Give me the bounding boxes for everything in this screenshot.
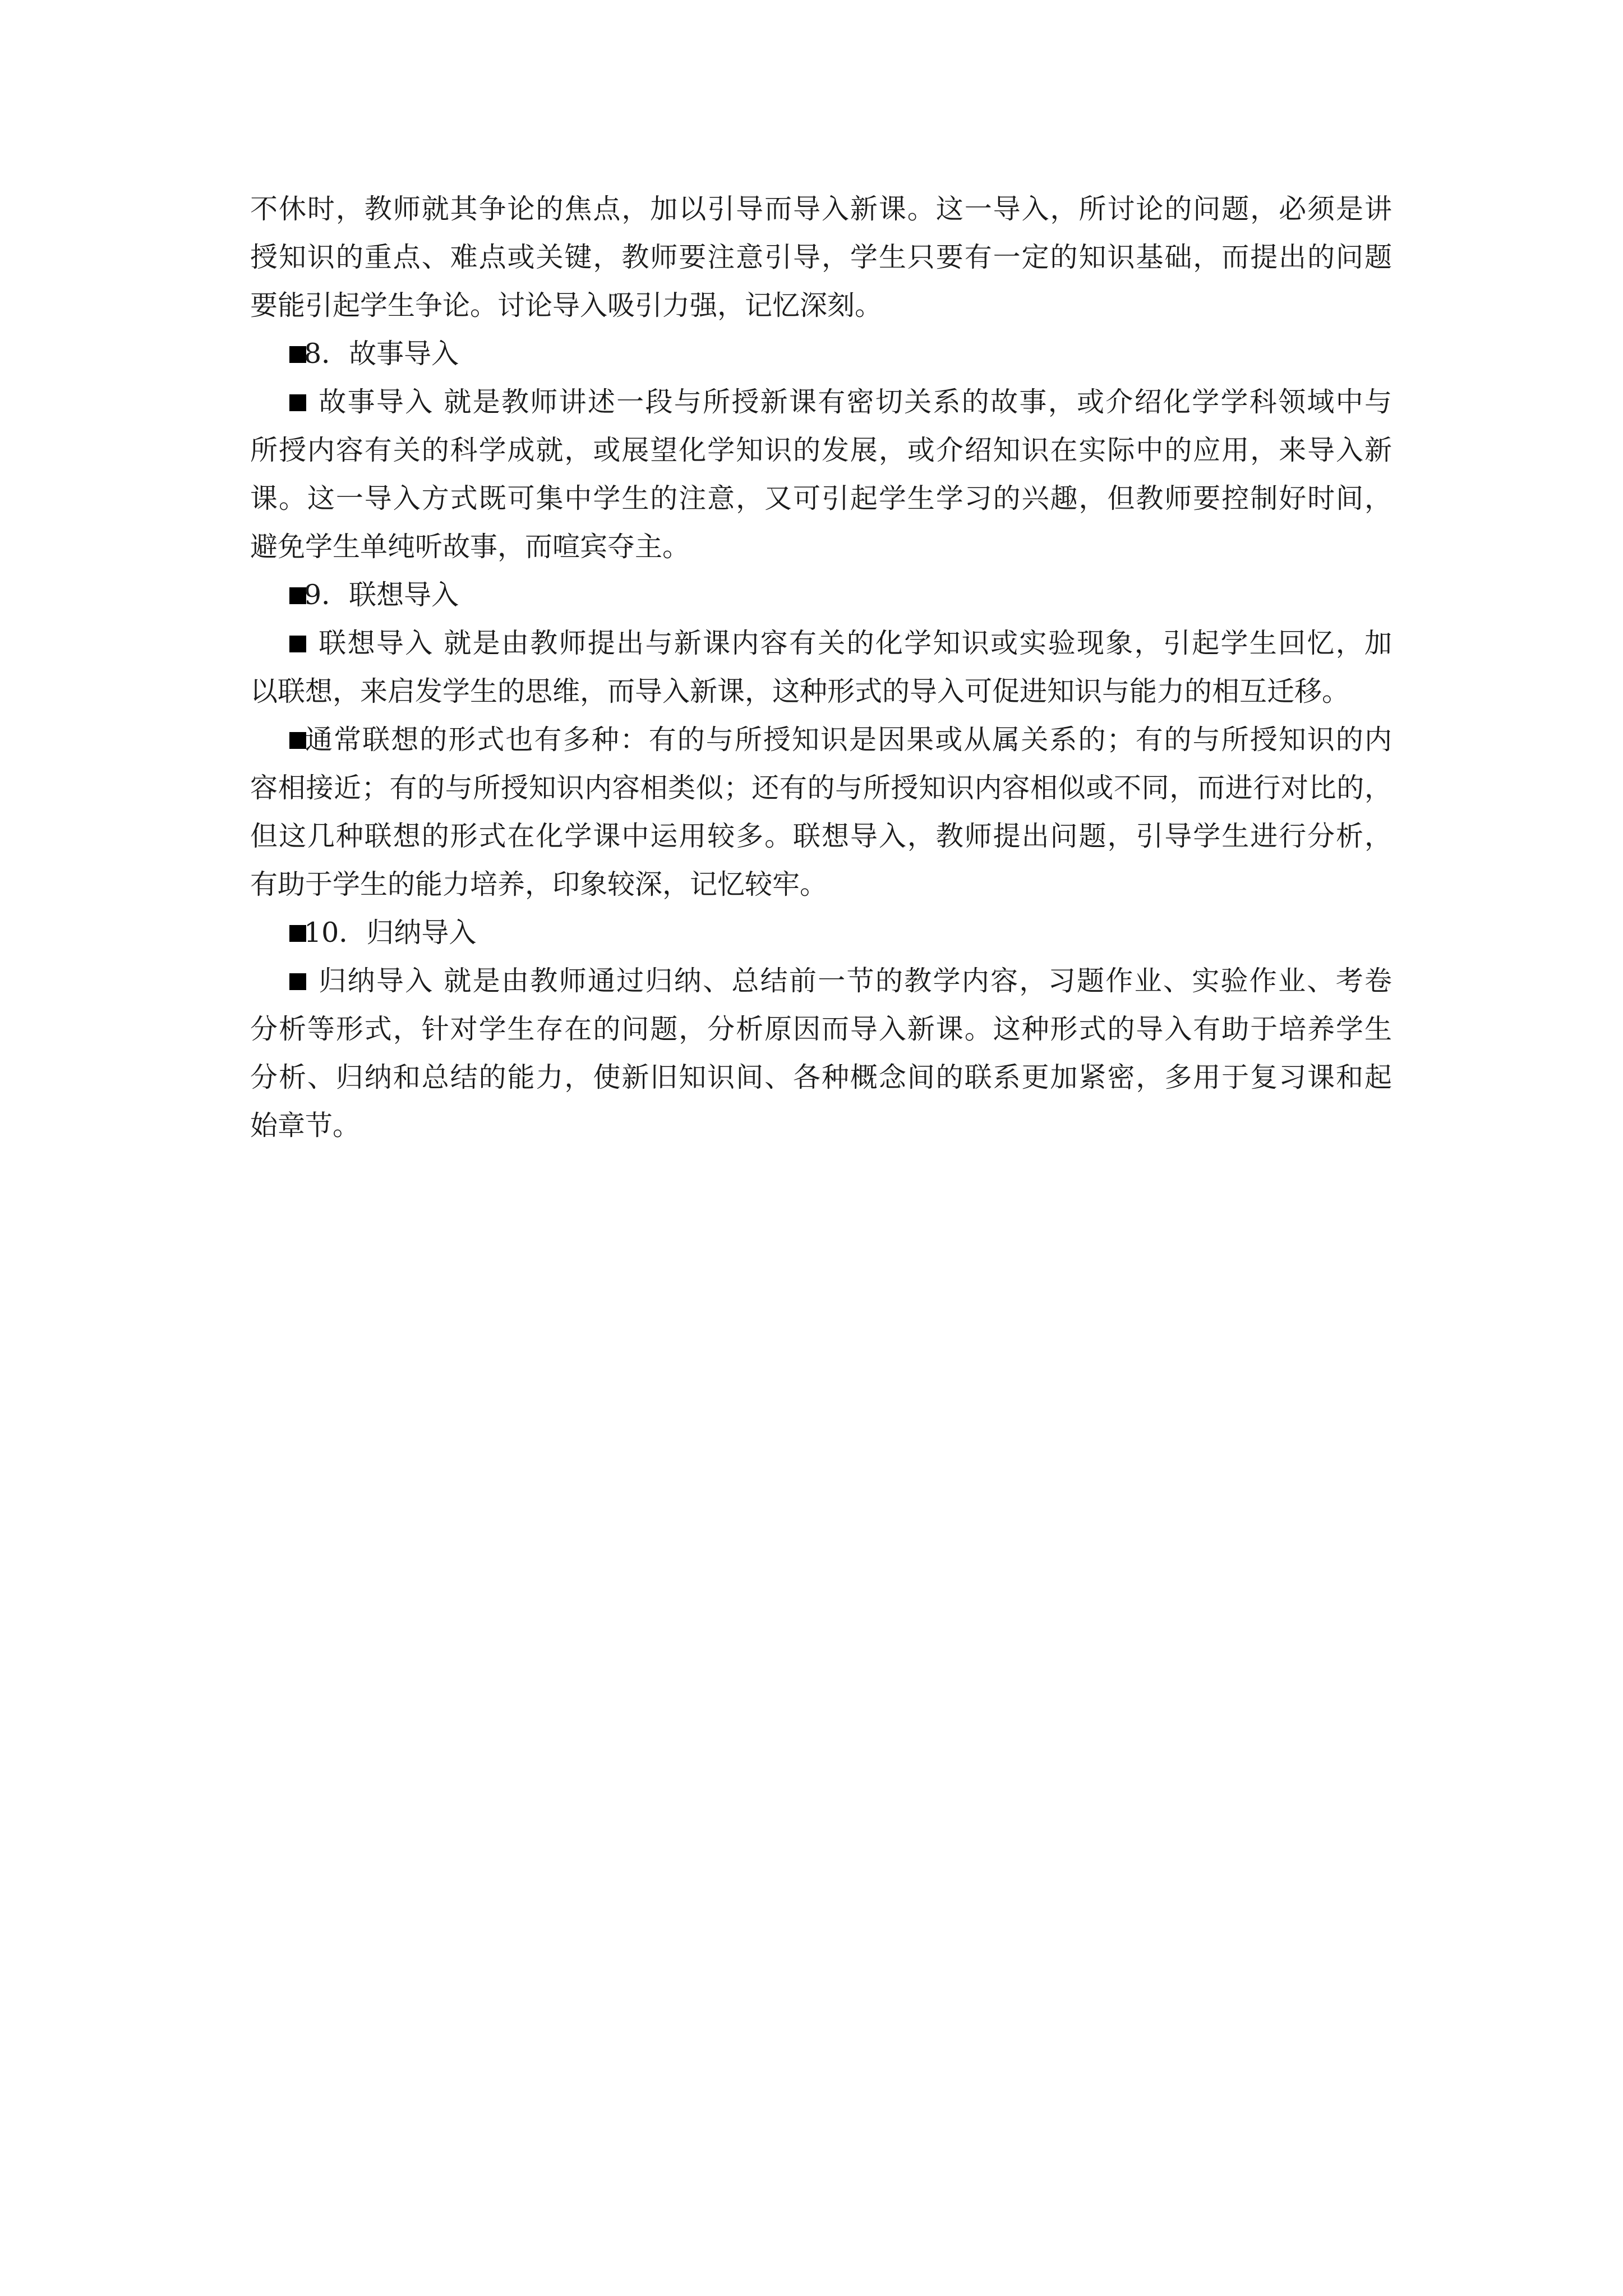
- section-heading-association: [250, 571, 1392, 619]
- text-line: 授知识的重点、难点或关键，教师要注意引导，学生只要有一定的知识基础，而提出的问题: [250, 241, 1392, 273]
- bullet-square-icon: [289, 636, 306, 652]
- section-heading-story: [250, 330, 1392, 378]
- text-line-content: 归纳导入 就是由教师通过归纳、总结前一节的教学内容，习题作业、实验作业、考卷: [317, 965, 1392, 997]
- text-line: 所授内容有关的科学成就，或展望化学知识的发展，或介绍知识在实际中的应用，来导入新: [250, 434, 1392, 466]
- text-line: 有助于学生的能力培养，印象较深，记忆较牢。: [250, 868, 828, 900]
- text-line: 始章节。: [250, 1110, 361, 1142]
- text-line: 容相接近；有的与所授知识内容相类似；还有的与所授知识内容相似或不同，而进行对比的，: [250, 772, 1392, 804]
- text-line: [250, 619, 1392, 668]
- bullet-square-icon: [289, 973, 306, 990]
- text-line: 分析、归纳和总结的能力，使新旧知识间、各种概念间的联系更加紧密，多用于复习课和起: [250, 1061, 1392, 1093]
- paragraph-induction-intro: [250, 957, 1392, 1150]
- heading-text: 9．联想导入: [304, 579, 459, 611]
- text-line: [250, 378, 1392, 426]
- paragraph-association-intro: [250, 619, 1392, 716]
- text-line-content: 联想导入 就是由教师提出与新课内容有关的化学知识或实验现象，引起学生回忆，加: [317, 627, 1392, 659]
- heading-text: 10．归纳导入: [304, 917, 477, 949]
- text-line: [250, 957, 1392, 1005]
- text-line: [250, 716, 1392, 764]
- text-line-content: 故事导入 就是教师讲述一段与所授新课有密切关系的故事，或介绍化学学科领域中与: [317, 386, 1392, 418]
- heading-text: 8．故事导入: [304, 338, 459, 370]
- text-line: 课。这一导入方式既可集中学生的注意，又可引起学生学习的兴趣，但教师要控制好时间，: [250, 482, 1392, 514]
- text-line: 但这几种联想的形式在化学课中运用较多。联想导入，教师提出问题，引导学生进行分析，: [250, 820, 1392, 852]
- text-line: 要能引起学生争论。讨论导入吸引力强，记忆深刻。: [250, 289, 883, 321]
- section-heading-induction: [250, 909, 1392, 957]
- paragraph-association-forms: [250, 716, 1392, 909]
- text-line: 避免学生单纯听故事，而喧宾夺主。: [250, 531, 690, 563]
- text-line: 分析等形式，针对学生存在的问题，分析原因而导入新课。这种形式的导入有助于培养学生: [250, 1013, 1392, 1045]
- text-line-content: 通常联想的形式也有多种：有的与所授知识是因果或从属关系的；有的与所授知识的内: [304, 724, 1392, 756]
- document-body: [250, 185, 1392, 1150]
- paragraph-story-intro: [250, 378, 1392, 571]
- bullet-square-icon: [289, 394, 306, 411]
- text-line: 以联想，来启发学生的思维，而导入新课，这种形式的导入可促进知识与能力的相互迁移。: [250, 675, 1350, 707]
- text-line: 不休时，教师就其争论的焦点，加以引导而导入新课。这一导入，所讨论的问题，必须是讲: [250, 193, 1392, 225]
- paragraph-discussion-intro-continued: [250, 185, 1392, 330]
